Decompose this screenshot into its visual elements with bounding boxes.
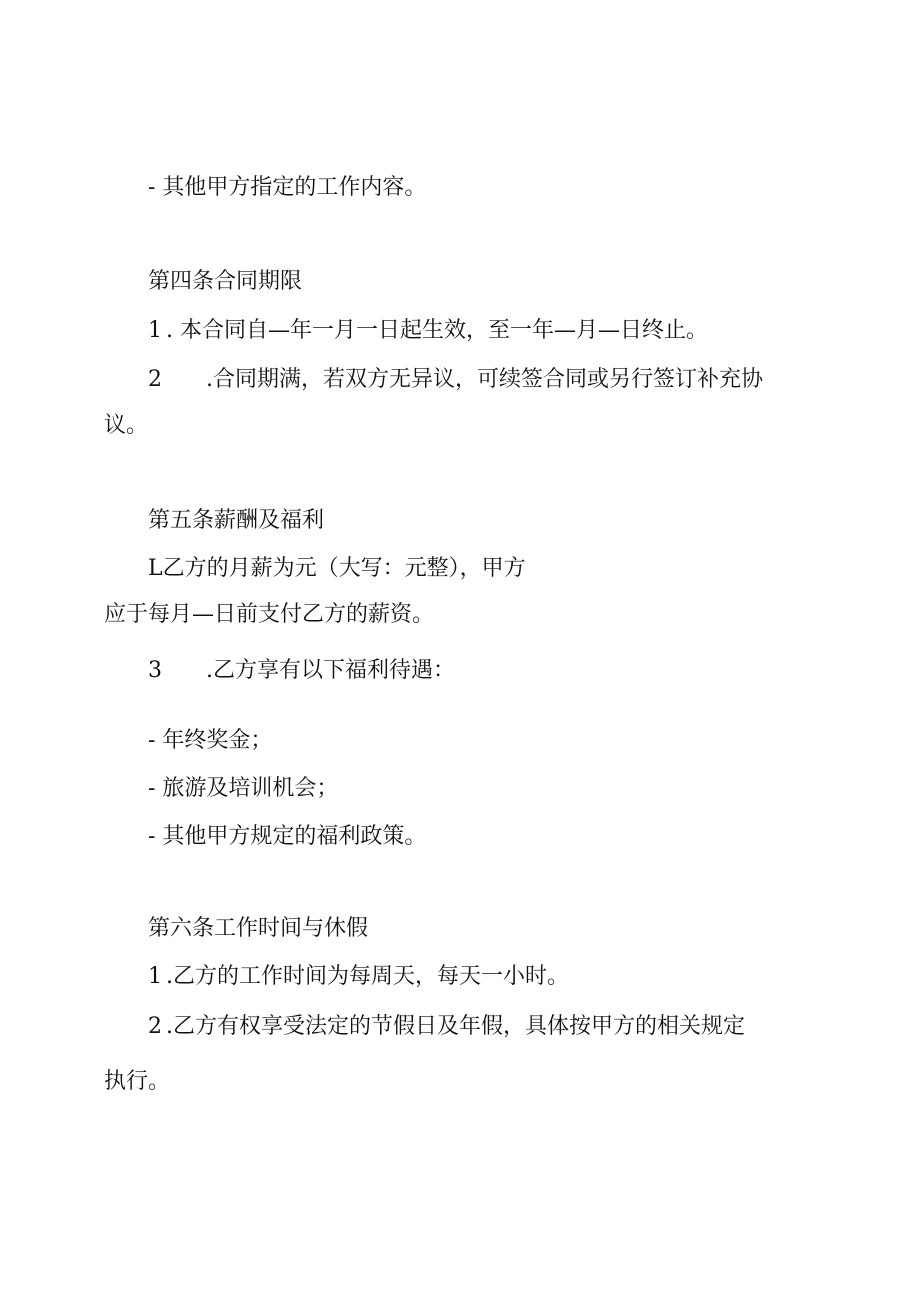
- section5-item1: L乙方的月薪为元（大写：元整），甲方: [148, 556, 526, 581]
- section4-heading: 第四条合同期限: [148, 269, 303, 294]
- item-text: . 本合同自—年一月一日起生效，至一年—月—日终止。: [166, 318, 708, 343]
- item-number: 1: [148, 318, 162, 343]
- section5-heading: 第五条薪酬及福利: [148, 508, 325, 533]
- item-text: .乙方的工作时间为每周天，每天一小时。: [166, 964, 569, 989]
- item-text: .乙方享有以下福利待遇：: [206, 658, 455, 683]
- item-number: 2: [148, 367, 162, 392]
- item-number: 1: [148, 964, 162, 989]
- section4-item1: [148, 316, 708, 346]
- item-number: 2: [148, 1014, 162, 1039]
- benefit-other-policy: - 其他甲方规定的福利政策。: [148, 824, 427, 849]
- section4-item2: [148, 365, 763, 395]
- section6-item1: [148, 962, 569, 992]
- section5-item3: [148, 656, 455, 686]
- section4-item2-continued: 议。: [104, 413, 149, 438]
- section6-item2-continued: 执行。: [104, 1069, 171, 1094]
- item-text: .乙方有权享受法定的节假日及年假，具体按甲方的相关规定: [166, 1014, 745, 1039]
- item-text: .合同期满，若双方无异议，可续签合同或另行签订补充协: [206, 367, 763, 392]
- section6-item2: [148, 1012, 745, 1042]
- section5-item1-continued: 应于每月—日前支付乙方的薪资。: [104, 602, 435, 627]
- list-item-other-work: - 其他甲方指定的工作内容。: [148, 175, 427, 200]
- item-number: 3: [148, 658, 162, 683]
- section6-heading: 第六条工作时间与休假: [148, 916, 369, 941]
- benefit-travel-training: - 旅游及培训机会；: [148, 776, 339, 801]
- benefit-year-end-bonus: - 年终奖金；: [148, 728, 273, 753]
